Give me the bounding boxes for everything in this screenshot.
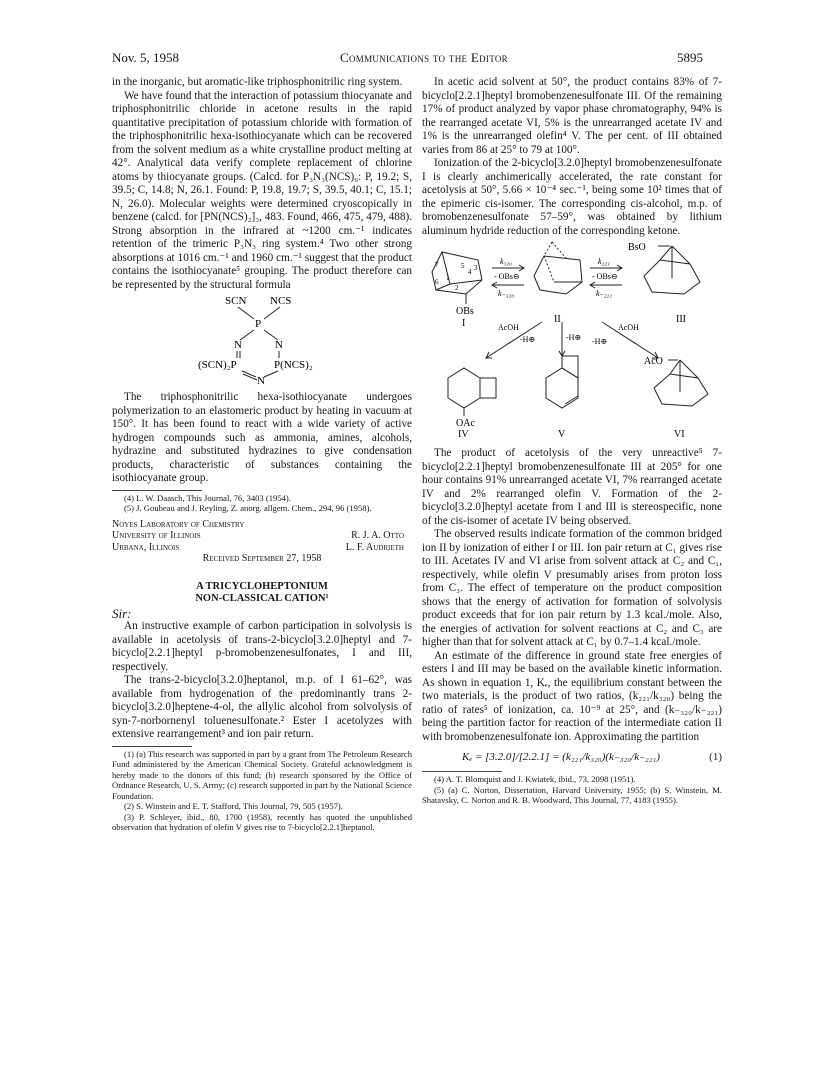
scheme-label-I: I [462,318,466,329]
formula-right-group: P(NCS)₂ [274,359,313,371]
scheme-obs-minus-1: - OBs⊖ [494,272,520,281]
scheme-label-VI: VI [674,429,685,438]
left-paragraph-1: in the inorganic, but aromatic-like triphosphonitrilic ring system. [112,76,403,88]
affiliation-university: University of Illinois [112,530,201,541]
formula-ncs-top: NCS [270,295,292,307]
scheme-label-II: II [554,314,561,325]
svg-text:4: 4 [468,268,472,276]
formula-n-right: N [275,339,283,351]
article-title-line-2: NON-CLASSICAL CATION¹ [195,592,329,604]
right-paragraph-1: In acetic acid solvent at 50°, the product contains 83% of 7-bicyclo[2.2.1]heptyl bromobenzenesulfonate III. Of the remaining 17% of product analyzed by vapor phase chromatography, 94% is the rearranged acetate VI, 5% is the unrearranged acetate IV and 1% is the unrearranged olefin⁴ V. The per cent. of III obtained varies from 86 at 25° to 79 at 100°. [422,76,722,156]
structural-formula [112,292,412,384]
footnote-divider-2 [112,746,192,747]
scheme-label-III: III [676,314,686,325]
right-paragraph-3: The product of acetolysis of the very unreactive⁵ 7-bicyclo[2.2.1]heptyl bromobenzenesulfonate III at 205° for one hour contains 91% unrearranged acetate VI, 7% rearranged acetate IV and 2% rearranged olefin V. Formation of the 2-bicyclo[3.2.0]heptyl acetate from I and III is stereospecific, none of the cis-isomer of acetate IV being observed. [422,447,722,527]
author-otto: R. J. A. Otto [351,530,404,541]
svg-text:7: 7 [435,261,439,269]
scheme-k221: k₂₂₁ [598,257,610,266]
scheme-acoh-right: AcOH [618,323,639,332]
footnote-4-left: (4) L. W. Daasch, This Journal, 76, 3403 (1954). [124,492,291,503]
scheme-obs: OBs [456,306,474,317]
article-title-line-1: A TRICYCLOHEPTONIUM [196,580,328,592]
footnote-2: (2) S. Winstein and E. T. Stafford, This Journal, 79, 505 (1957). [124,801,343,811]
footnote-divider-right [422,771,502,772]
article-title [112,581,412,605]
scheme-label-IV: IV [458,429,469,438]
equation-1 [422,750,722,763]
formula-scn-top: SCN [225,295,247,307]
right-paragraph-5: An estimate of the difference in ground state free energies of esters I and III may be based on the available kinetic information. As shown in equation 1, Kₑ, the equilibrium constant between the two materials, is the product of two ratios, (k₂₂₁/k₃₂₀) being the ratio of rates⁵ of ionization, ca. 10⁻⁹ at 25°, and (k₋₃₂₀/k₋₂₂₁) being the partition factor for reaction of the intermediate cation II with bromobenzenesulfonate ion. Approximating the partition [422,649,722,743]
footnote-5-left: (5) J. Goubeau and J. Reyling, Z. anorg. allgem. Chem., 294, 96 (1958). [124,503,372,513]
svg-text:6: 6 [435,278,439,286]
scheme-minus-h-right: -H⊕ [592,337,608,346]
footnote-3: (3) P. Schleyer, ibid., 80, 1700 (1958), recently has quoted the unpublished observation that hydration of olefin V gives rise to 7-bicyclo[2.2.1]heptanol. [112,811,412,832]
received-date: Received September 27, 1958 [202,553,322,564]
scheme-minus-h-left: -H⊕ [520,335,536,344]
scheme-obs-minus-2: - OBs⊖ [592,272,618,281]
left-paragraph-2: We have found that the interaction of potassium thiocyanate and triphosphonitrilic chloride in acetone results in the rapid quantitative precipitation of potassium chloride with formation of the triphosphonitrilic hexa-isothiocyanate which can be recovered from the solvent medium as a white crystalline product melting at 42°. Analytical data verify complete replacement of chlorine atoms by thiocyanate groups. (Calcd. for P₃N₃(NCS)₆: P, 19.2; S, 39.5; C, 14.8; N, 26.1. Found: P, 19.8, 19.7; S, 39.5, 40.1; C, 15.1; N, 26.0). Molecular weights were determined cryoscopically in benzene (calcd. for [PN(NCS)₂]₃, 483. Found, 466, 475, 479, 488). Strong absorption in the infrared at ~1200 cm.⁻¹ indicates retention of the trimeric P₃N₃ ring system.⁴ Two other strong absorptions at 1016 cm.⁻¹ and 1960 cm.⁻¹ suggest that the product contains the isothiocyanate⁵ grouping. The product therefore can be represented by the structural formula [112,89,412,291]
left-paragraph-5: The trans-2-bicyclo[3.2.0]heptanol, m.p. of I 61–62°, was available from hydrogenation of the predominantly trans 2-bicyclo[3.2.0]heptene-4-ol, the allylic alcohol from solvolysis of syn-7-norbornenyl toluenesulfonate.² Ester I acetolyzes with extensive rearrangement³ and ion pair return. [112,674,412,740]
equation-body: Kₑ = [3.2.0]/[2.2.1] = (k₂₂₁/k₃₂₀)(k₋₃₂₀/k₋₂₂₁) [462,751,661,763]
affiliation-block [112,519,412,565]
svg-text:5: 5 [461,262,465,270]
scheme-oac: OAc [456,418,475,429]
left-paragraph-4: An instructive example of carbon participation in solvolysis is available in acetolysis of trans-2-bicyclo[3.2.0]heptyl and 7-bicyclo[2.2.1]heptyl p-bromobenzenesulfonates, I and III, respectively. [112,620,412,673]
header-section: Communications to the Editor [340,50,508,65]
footnote-divider [112,490,202,491]
header-date: Nov. 5, 1958 [112,50,180,65]
svg-text:2: 2 [455,284,459,292]
formula-n-bottom: N [257,375,265,384]
scheme-minus-h-center: -H⊕ [566,333,582,342]
formula-p-top: P [255,318,262,330]
right-column [422,76,722,806]
formula-n-left: N [234,339,242,351]
scheme-bso: BsO [628,242,646,253]
right-paragraph-2: Ionization of the 2-bicyclo[3.2.0]heptyl bromobenzenesulfonate I is clearly anchimerically accelerated, the rate constant for acetolysis at 50°, 5.66 × 10⁻⁴ sec.⁻¹, being some 10² times that of the epimeric cis-isomer. The corresponding cis-alcohol, m.p. of bromobenzenesulfonate 57–59°, was obtained by lithium aluminum hydride reduction of the corresponding ketone. [422,157,722,237]
salutation: Sir: [112,605,132,621]
scheme-k-221: k₋₂₂₁ [596,289,613,298]
scheme-aco: AcO [644,356,663,367]
scheme-k320: k₃₂₀ [500,257,512,266]
footnote-4-right: (4) A. T. Blomquist and J. Kwiatek, ibid., 73, 2098 (1951). [434,774,636,784]
left-paragraph-3: The triphosphonitrilic hexa-isothiocyanate undergoes polymerization to an elastomeric product by heating in vacuum at 150°. It has been found to react with a wide variety of active hydrogen compounds such as ammonia, amines, alcohols, hydrazine and substituted hydrazines to give condensation products, characteristic of substances containing the isothiocyanate group. [112,391,412,484]
scheme-acoh-left: AcOH [498,323,519,332]
equation-number: (1) [709,750,722,763]
reaction-scheme [422,238,722,438]
author-audrieth: L. F. Audrieth [345,541,404,553]
scheme-k-320: k₋₃₂₀ [498,289,515,298]
left-column [112,76,412,833]
footnote-1: (1) (a) This research was supported in part by a grant from The Petroleum Research Fund administered by the American Chemical Society. Grateful acknowledgment is hereby made to the donors of this fund; (b) research sponsored by the Office of Ordnance Research, U. S. Army; (c) research supported in part by the National Science Foundation. [112,748,412,801]
formula-left-group: (SCN)₂P [198,359,237,371]
affiliation-lab: Noyes Laboratory of Chemistry [112,518,245,530]
svg-text:1: 1 [446,274,450,282]
footnote-5-right: (5) (a) C. Norton, Dissertation, Harvard University, 1955; (b) S. Winstein, M. Shatavsky, C. Norton and R. B. Woodward, This Journal, 77, 4183 (1955). [422,784,722,805]
svg-text:3: 3 [474,264,478,272]
scheme-label-V: V [558,429,566,438]
right-paragraph-4: The observed results indicate formation of the common bridged ion II by ionization of either I or III. Ion pair return at C₁ gives rise to III. Acetates IV and VI arise from solvent attack at C₂ and C₁, respectively, while olefin V presumably arises from proton loss from C₃. The effect of temperature on the product composition shows that the energy of activation for formation of solvolysis product exceeds that for ion pair return by 1.3 kcal./mole. Also, the energies of activation for solvent reactions at C₂ and C₃ are higher than that for solvent attack at C₁ by 0.7–1.4 kcal./mole. [422,528,722,648]
affiliation-city: Urbana, Illinois [112,541,180,553]
header-page-number: 5895 [677,50,703,65]
